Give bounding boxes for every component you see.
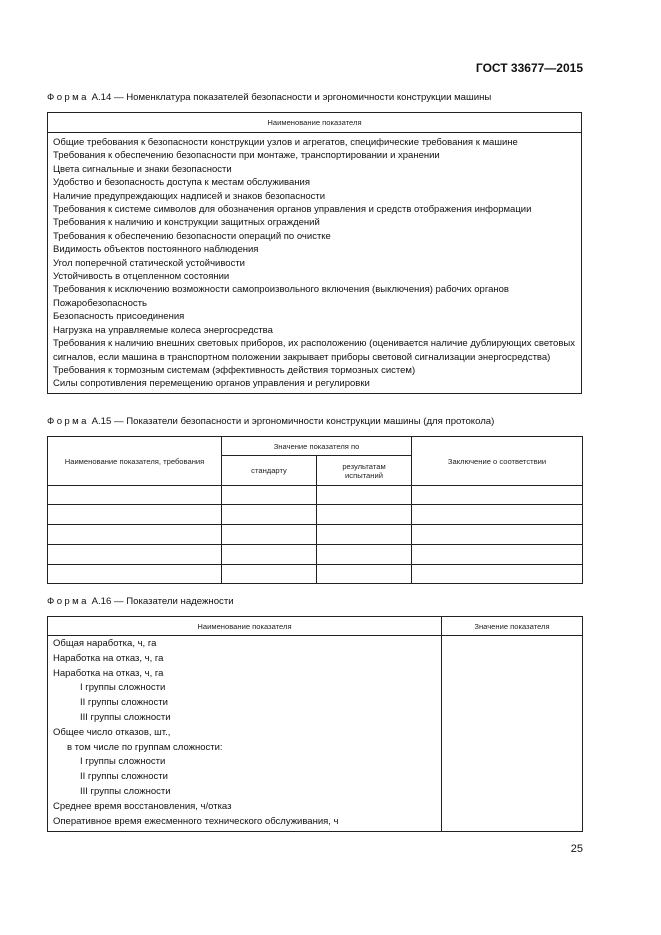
form-a16-body bbox=[48, 636, 442, 832]
form-a14-title: А.14 — Номенклатура показателей безопасности и эргономичности конструкции машины bbox=[88, 92, 492, 103]
list-item: Требования к тормозным системам (эффективность действия тормозных систем) bbox=[53, 364, 416, 376]
list-item: Силы сопротивления перемещению органов управления и регулировки bbox=[53, 378, 370, 390]
form-a15-col-standard: стандарту bbox=[222, 456, 317, 486]
form-a16-caption bbox=[47, 596, 234, 607]
form-a16-title: А.16 — Показатели надежности bbox=[88, 596, 234, 607]
list-item: III группы сложности bbox=[80, 785, 171, 797]
list-item: Среднее время восстановления, ч/отказ bbox=[53, 800, 232, 812]
list-item: III группы сложности bbox=[80, 711, 171, 723]
list-item: Требования к наличию и конструкции защитных ограждений bbox=[53, 217, 320, 229]
list-item: Угол поперечной статической устойчивости bbox=[53, 257, 245, 269]
form-a15-caption bbox=[47, 416, 494, 427]
list-item: Цвета сигнальные и знаки безопасности bbox=[53, 163, 232, 175]
list-item: Требования к обеспечению безопасности операций по очистке bbox=[53, 230, 331, 242]
list-item: Наработка на отказ, ч, га bbox=[53, 652, 164, 664]
form-a16-value-cell bbox=[442, 636, 583, 832]
form-a15-col-name: Наименование показателя, требования bbox=[48, 437, 222, 486]
list-item: Пожаробезопасность bbox=[53, 297, 147, 309]
form-a16-table bbox=[47, 616, 583, 832]
list-item: Требования к исключению возможности самопроизвольного включения (выключения) рабочих органов bbox=[53, 284, 509, 296]
list-item: II группы сложности bbox=[80, 697, 168, 709]
form-a15-col-conclusion: Заключение о соответствии bbox=[412, 437, 583, 486]
form-label: Форма bbox=[47, 92, 89, 103]
form-a15-table bbox=[47, 436, 583, 584]
table-row bbox=[48, 486, 583, 505]
list-item: Требования к обеспечению безопасности при монтаже, транспортировании и хранении bbox=[53, 150, 440, 162]
list-item: Общие требования к безопасности конструкции узлов и агрегатов, специфические требования к машине bbox=[53, 137, 518, 148]
list-item: Безопасность присоединения bbox=[53, 311, 185, 323]
list-item-multiline: Требования к наличию внешних световых приборов, их расположению (оценивается наличие дублирующих световых сигналов, если машина в транспортном положении закрывает приборы световой сигнализации энергосредства) bbox=[53, 338, 575, 363]
form-a15-title: А.15 — Показатели безопасности и эргономичности конструкции машины (для протокола) bbox=[88, 416, 495, 427]
list-item: Общая наработка, ч, га bbox=[53, 638, 157, 649]
form-a14-caption bbox=[47, 92, 491, 103]
list-item: I группы сложности bbox=[80, 682, 166, 694]
list-item: Общее число отказов, шт., bbox=[53, 726, 171, 738]
list-item: Нагрузка на управляемые колеса энергосредства bbox=[53, 324, 273, 336]
form-a16-col-value: Значение показателя bbox=[442, 617, 583, 636]
page-number: 25 bbox=[570, 843, 583, 855]
form-a14-column-header: Наименование показателя bbox=[48, 113, 582, 133]
list-item: I группы сложности bbox=[80, 756, 166, 768]
document-code: ГОСТ 33677—2015 bbox=[475, 61, 583, 75]
form-label: Форма bbox=[47, 416, 89, 427]
form-label: Форма bbox=[47, 596, 89, 607]
list-item: Наличие предупреждающих надписей и знаков безопасности bbox=[53, 190, 326, 202]
list-item: Удобство и безопасность доступа к местам обслуживания bbox=[53, 177, 310, 189]
table-row bbox=[48, 565, 583, 584]
list-item: Требования к системе символов для обозначения органов управления и средств отображения информации bbox=[53, 204, 532, 216]
list-item: в том числе по группам сложности: bbox=[67, 741, 223, 753]
table-row bbox=[48, 505, 583, 525]
form-a14-body bbox=[48, 133, 582, 394]
form-a15-col-results: результатам испытаний bbox=[317, 456, 412, 486]
form-a14-table bbox=[47, 112, 582, 394]
list-item: Наработка на отказ, ч, га bbox=[53, 667, 164, 679]
table-row bbox=[48, 545, 583, 565]
table-row bbox=[48, 525, 583, 545]
form-a15-col-value-group: Значение показателя по bbox=[222, 437, 412, 456]
list-item: Оперативное время ежесменного технического обслуживания, ч bbox=[53, 815, 339, 827]
list-item: Видимость объектов постоянного наблюдения bbox=[53, 244, 259, 256]
list-item: II группы сложности bbox=[80, 771, 168, 783]
form-a16-col-name: Наименование показателя bbox=[48, 617, 442, 636]
list-item: Устойчивость в отцепленном состоянии bbox=[53, 271, 230, 283]
